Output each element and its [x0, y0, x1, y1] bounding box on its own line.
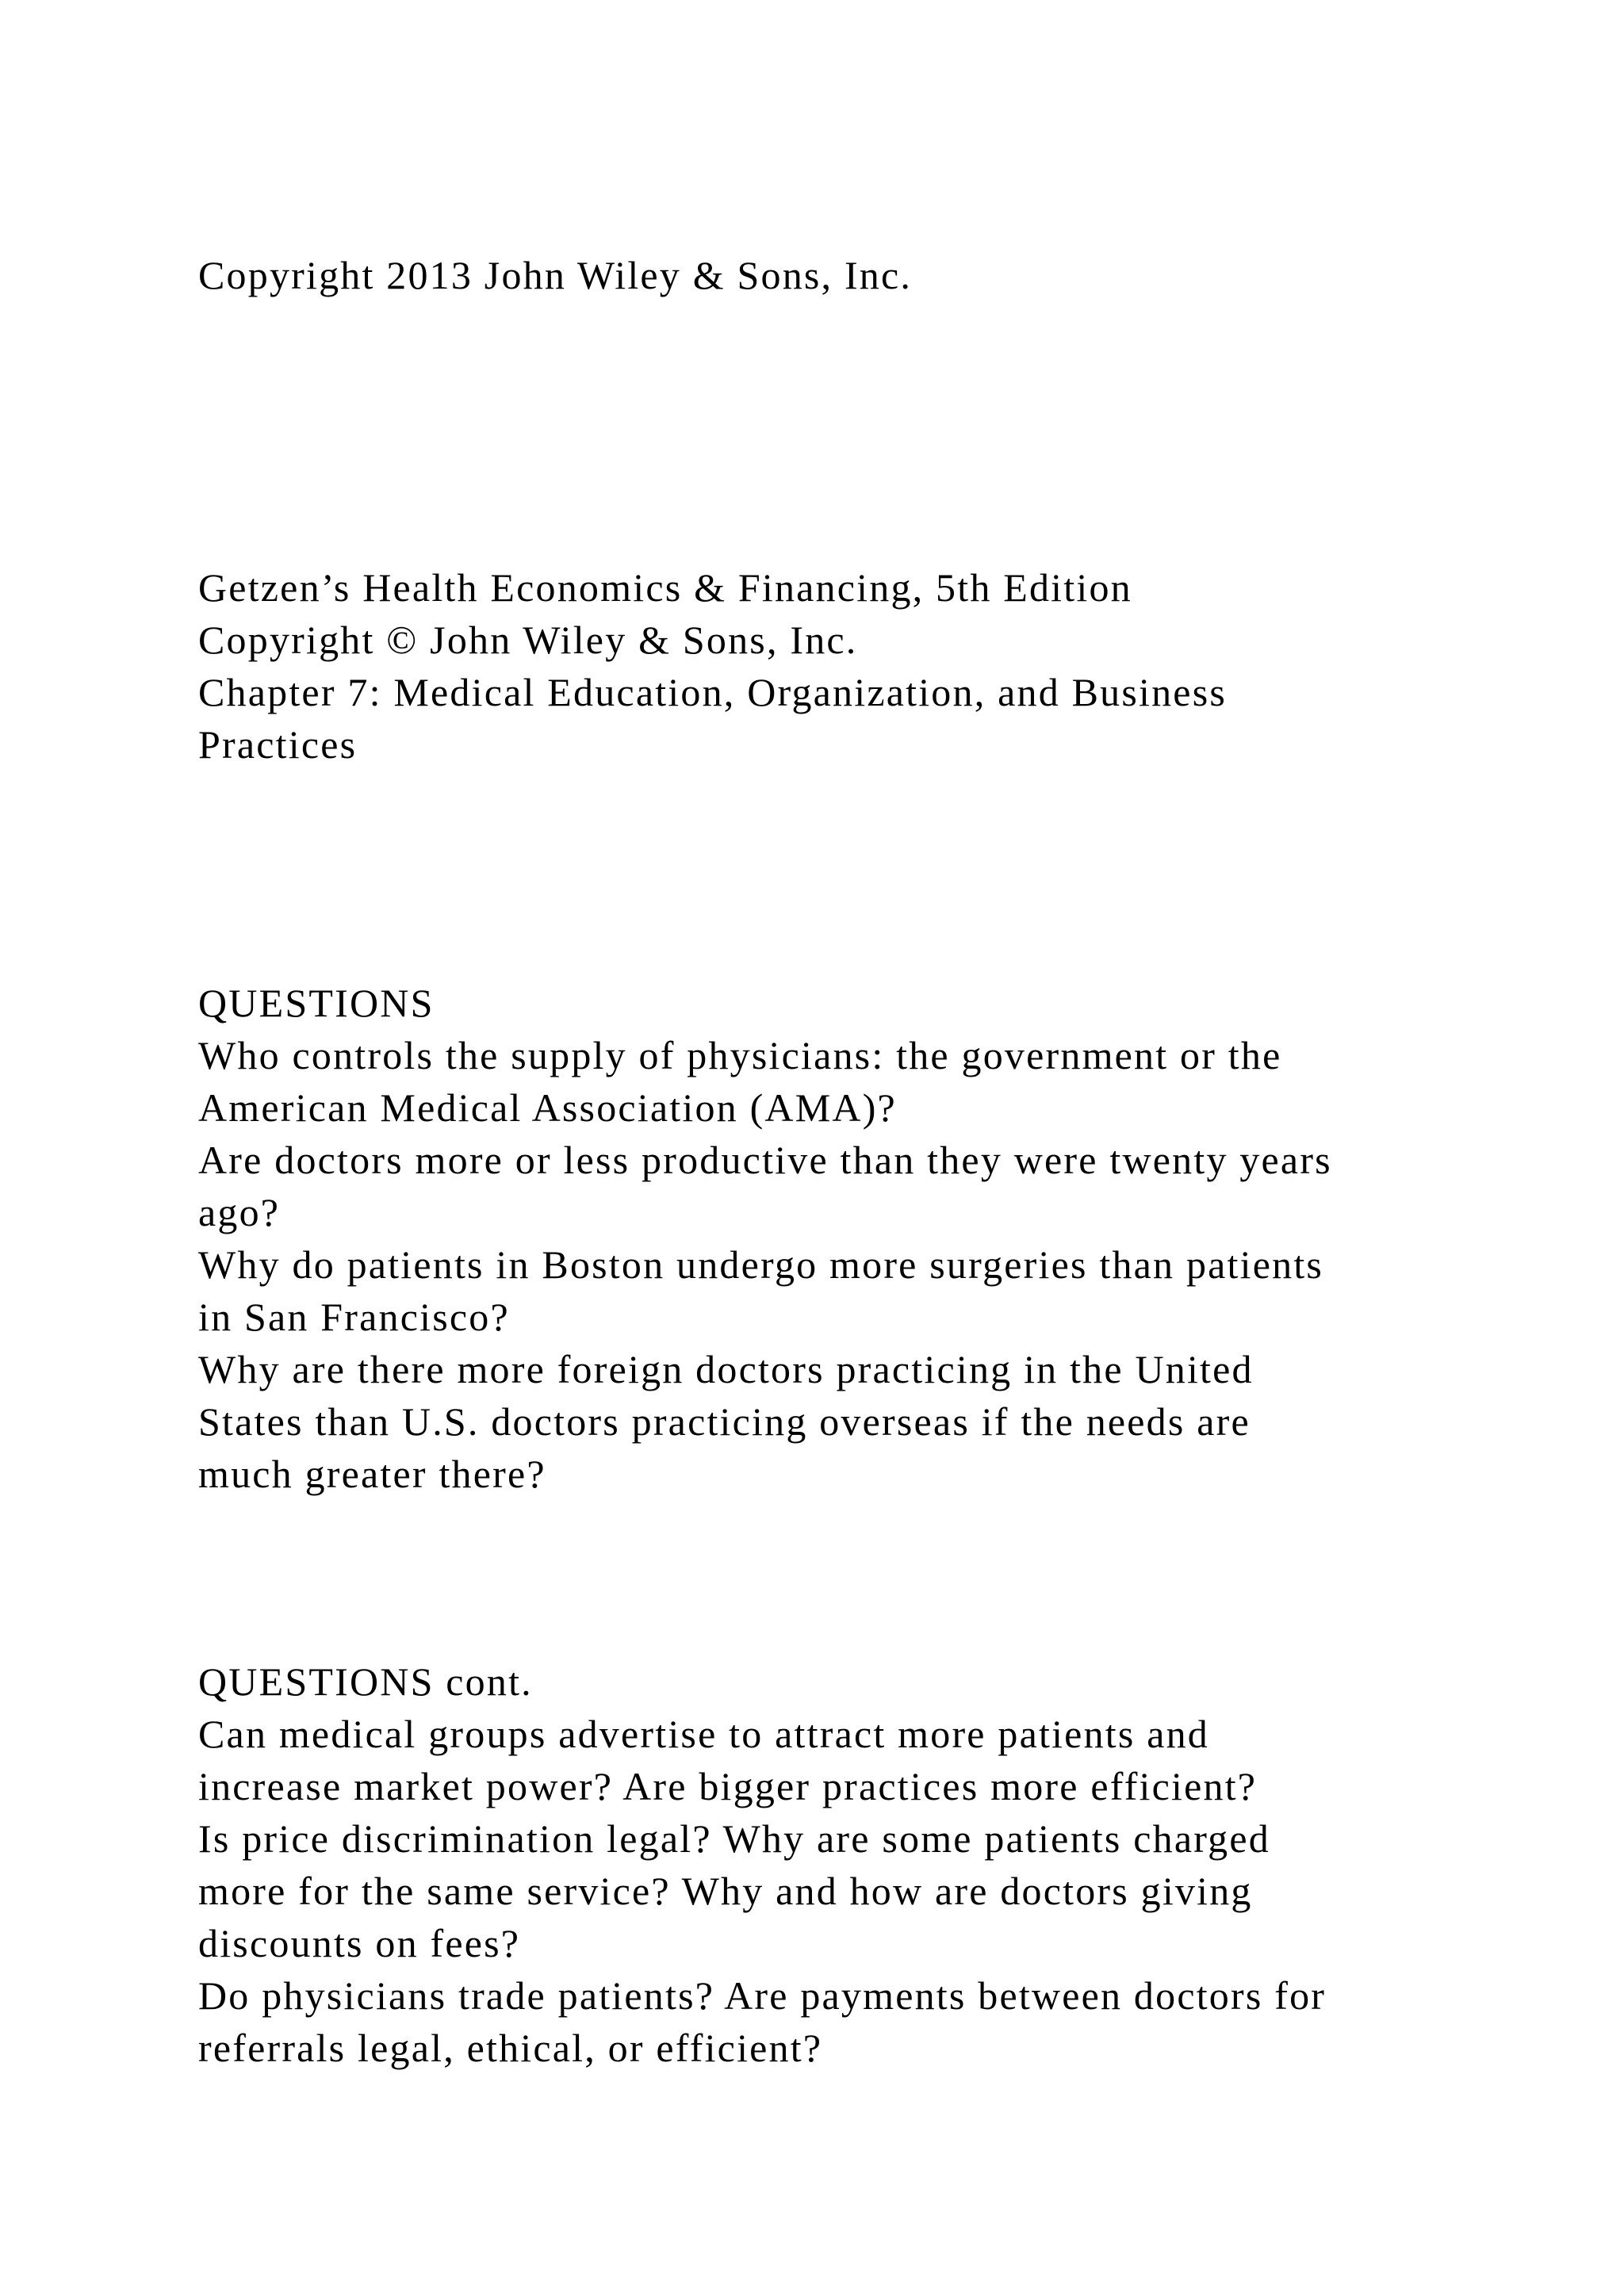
question-cont-line: Can medical groups advertise to attract more patients and	[198, 1712, 1210, 1756]
question-line: Why are there more foreign doctors practicing in the United	[198, 1347, 1254, 1391]
question-cont-line: referrals legal, ethical, or efficient?	[198, 2026, 823, 2070]
question-cont-line: discounts on fees?	[198, 1921, 521, 1965]
question-line: Why do patients in Boston undergo more surgeries than patients	[198, 1242, 1324, 1287]
question-line: American Medical Association (AMA)?	[198, 1085, 897, 1130]
questions-cont-heading: QUESTIONS cont.	[198, 1659, 533, 1704]
copyright-notice: Copyright 2013 John Wiley & Sons, Inc.	[198, 253, 913, 297]
question-cont-line: Do physicians trade patients? Are payments between doctors for	[198, 1973, 1327, 2018]
question-line: in San Francisco?	[198, 1295, 510, 1339]
question-line: much greater there?	[198, 1452, 546, 1496]
question-cont-line: increase market power? Are bigger practices more efficient?	[198, 1764, 1258, 1808]
question-line: States than U.S. doctors practicing overseas if the needs are	[198, 1399, 1251, 1444]
chapter-title-line: Chapter 7: Medical Education, Organization, and Business	[198, 670, 1228, 714]
question-line: ago?	[198, 1190, 281, 1234]
question-cont-line: Is price discrimination legal? Why are some patients charged	[198, 1816, 1270, 1861]
questions-heading: QUESTIONS	[198, 981, 435, 1025]
chapter-title-line-cont: Practices	[198, 722, 358, 767]
book-title-line: Getzen’s Health Economics & Financing, 5th Edition	[198, 565, 1132, 610]
question-line: Are doctors more or less productive than they were twenty years	[198, 1138, 1332, 1182]
book-copyright-line: Copyright © John Wiley & Sons, Inc.	[198, 618, 858, 662]
question-cont-line: more for the same service? Why and how are doctors giving	[198, 1869, 1253, 1913]
question-line: Who controls the supply of physicians: the government or the	[198, 1033, 1282, 1077]
